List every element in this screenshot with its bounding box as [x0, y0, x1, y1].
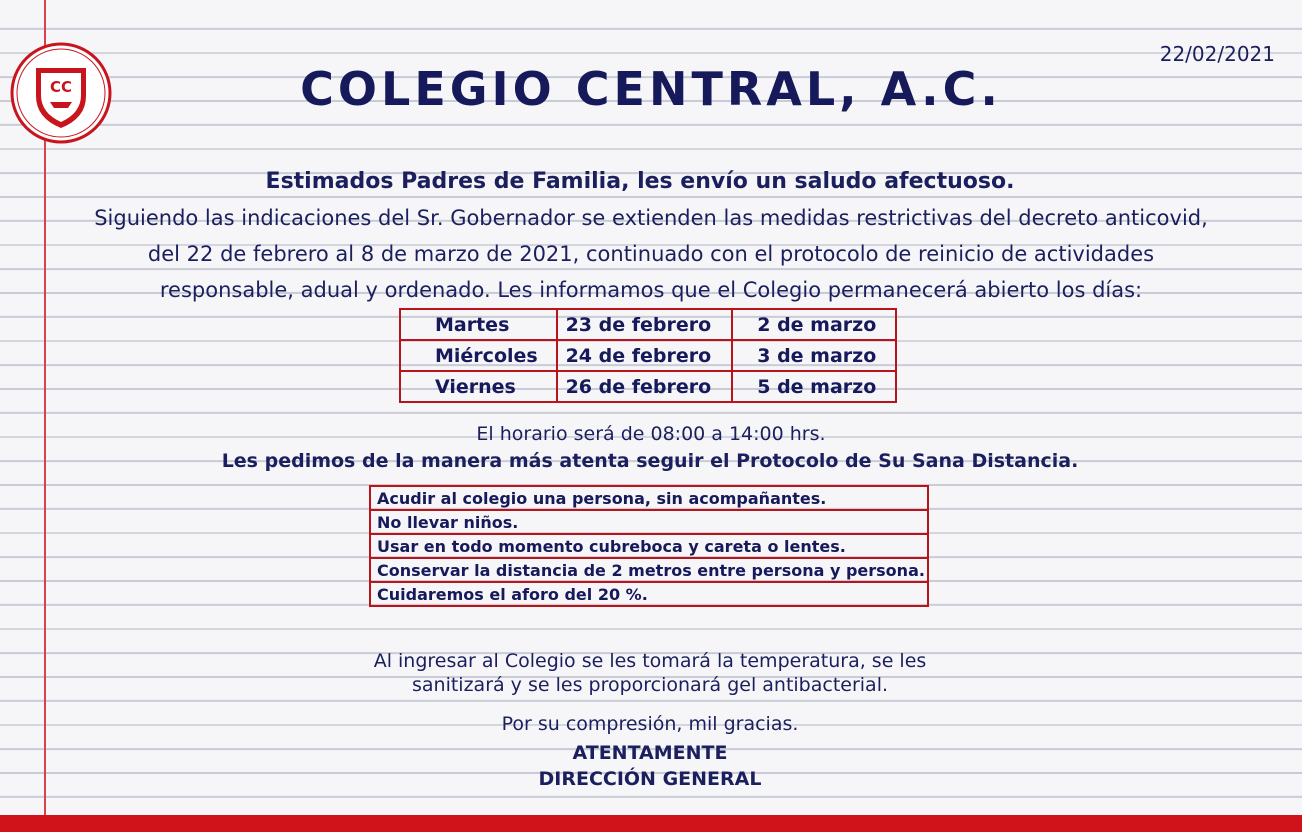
date-cell: 2 de marzo — [732, 309, 896, 340]
document-date: 22/02/2021 — [1159, 42, 1275, 66]
greeting: Estimados Padres de Familia, les envío un saludo afectuoso. — [265, 169, 1015, 194]
table-row — [400, 340, 896, 371]
table-row — [370, 558, 928, 582]
table-row — [400, 309, 896, 340]
day-cell: Martes — [400, 309, 557, 340]
date-cell: 5 de marzo — [732, 371, 896, 402]
svg-text:CC: CC — [49, 78, 73, 96]
rule-cell: Acudir al colegio una persona, sin acompañantes. — [370, 486, 928, 510]
day-cell: Viernes — [400, 371, 557, 402]
protocol-request: Les pedimos de la manera más atenta seguir el Protocolo de Su Sana Distancia. — [221, 450, 1079, 472]
date-cell: 23 de febrero — [557, 309, 733, 340]
signature-text: DIRECCIÓN GENERAL — [538, 768, 762, 790]
rule-cell: Usar en todo momento cubreboca y careta o lentes. — [370, 534, 928, 558]
date-cell: 3 de marzo — [732, 340, 896, 371]
table-row — [370, 510, 928, 534]
rule-cell: Conservar la distancia de 2 metros entre persona y persona. — [370, 558, 928, 582]
temperature-line: Al ingresar al Colegio se les tomará la temperatura, se les — [373, 650, 927, 672]
thanks-text: Por su compresión, mil gracias. — [501, 713, 799, 735]
day-cell: Miércoles — [400, 340, 557, 371]
page-title: COLEGIO CENTRAL, A.C. — [300, 62, 1002, 116]
table-row — [400, 371, 896, 402]
rule-cell: Cuidaremos el aforo del 20 %. — [370, 582, 928, 606]
temperature-line: sanitizará y se les proporcionará gel antibacterial. — [411, 674, 889, 696]
table-row — [370, 582, 928, 606]
intro-line: Siguiendo las indicaciones del Sr. Gobernador se extienden las medidas restrictivas del decreto anticovid, — [94, 206, 1208, 230]
date-cell: 26 de febrero — [557, 371, 733, 402]
intro-line: responsable, adual y ordenado. Les informamos que el Colegio permanecerá abierto los días: — [159, 278, 1143, 302]
intro-paragraph — [0, 200, 1302, 308]
schedule-text: El horario será de 08:00 a 14:00 hrs. — [476, 423, 826, 445]
rule-cell: No llevar niños. — [370, 510, 928, 534]
date-cell: 24 de febrero — [557, 340, 733, 371]
table-row — [370, 534, 928, 558]
protocol-rules-table — [369, 485, 929, 607]
regards-text: ATENTAMENTE — [572, 742, 728, 764]
intro-line: del 22 de febrero al 8 de marzo de 2021, continuado con el protocolo de reinicio de actividades — [147, 242, 1155, 266]
table-row — [370, 486, 928, 510]
open-days-table — [399, 308, 897, 403]
bottom-red-bar — [0, 815, 1302, 832]
temperature-notice — [250, 649, 1050, 697]
